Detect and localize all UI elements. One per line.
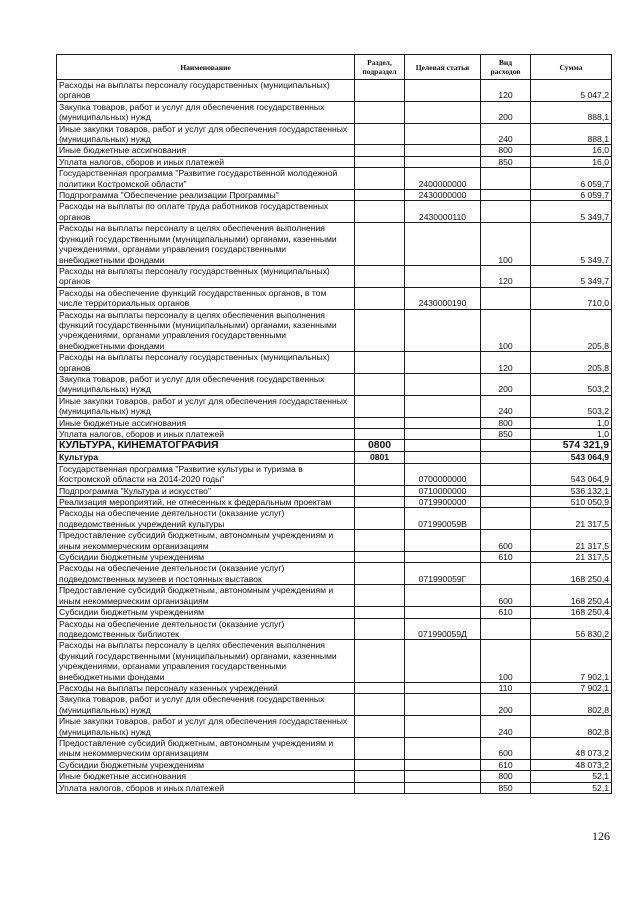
row-name: Уплата налогов, сборов и иных платежей [57,782,355,793]
row-name: Закупка товаров, работ и услуг для обеспечения государственных (муниципальных) нужд [57,101,355,123]
table-row [57,156,612,167]
table-row [57,716,612,738]
row-name: Подпрограмма "Обеспечение реализации Программы" [57,190,355,201]
row-name: Расходы на выплаты персоналу государственных (муниципальных) органов [57,265,355,287]
row-type: 240 [481,716,531,738]
row-target [405,156,481,167]
row-section [355,373,405,395]
row-type: 850 [481,429,531,440]
row-section [355,694,405,716]
row-amount: 21 317,5 [531,552,612,563]
header-target: Целевая статья [405,55,481,80]
budget-table [56,54,612,794]
row-amount: 16,0 [531,156,612,167]
table-row [57,640,612,683]
table-row [57,782,612,793]
row-type: 800 [481,771,531,782]
row-section [355,737,405,759]
header-amount: Сумма [531,55,612,80]
row-type: 600 [481,530,531,552]
row-type: 850 [481,156,531,167]
table-row [57,463,612,485]
row-section [355,80,405,102]
table-row [57,440,612,452]
row-target [405,452,481,463]
row-name: Уплата налогов, сборов и иных платежей [57,429,355,440]
table-row [57,508,612,530]
row-name: Расходы на выплаты персоналу в целях обеспечения выполнения функций государственными (муниципальными) органами, казенными учреждениями, органами управления государственными внебюджетными фондами [57,309,355,352]
row-amount: 1,0 [531,429,612,440]
table-row [57,585,612,607]
row-name: Закупка товаров, работ и услуг для обеспечения государственных (муниципальных) нужд [57,373,355,395]
row-section [355,682,405,693]
table-row [57,101,612,123]
row-section [355,265,405,287]
table-row [57,552,612,563]
row-amount: 503,2 [531,373,612,395]
row-name: Иные бюджетные ассигнования [57,771,355,782]
table-row [57,80,612,102]
row-amount: 5 349,7 [531,265,612,287]
row-section [355,759,405,770]
row-name: Предоставление субсидий бюджетным, автономным учреждениям и иным некоммерческим организациям [57,530,355,552]
row-amount: 205,8 [531,309,612,352]
table-row [57,201,612,223]
row-name: Расходы на выплаты персоналу казенных учреждений [57,682,355,693]
row-target [405,123,481,145]
row-target [405,309,481,352]
table-body [57,80,612,794]
row-amount: 543 064,9 [531,463,612,485]
row-amount: 7 902,1 [531,640,612,683]
row-section [355,123,405,145]
row-target [405,640,481,683]
row-type [481,497,531,508]
row-amount: 205,8 [531,352,612,374]
row-target [405,716,481,738]
budget-sheet [56,54,611,794]
row-target [405,223,481,266]
row-name: Иные закупки товаров, работ и услуг для обеспечения государственных (муниципальных) нужд [57,123,355,145]
header-name: Наименование [57,55,355,80]
table-row [57,682,612,693]
row-type [481,463,531,485]
row-section [355,640,405,683]
row-amount: 710,0 [531,287,612,309]
table-row [57,429,612,440]
row-type: 120 [481,80,531,102]
row-target [405,737,481,759]
row-section [355,223,405,266]
row-section [355,101,405,123]
row-amount: 543 064,9 [531,452,612,463]
table-row [57,395,612,417]
row-amount: 6 059,7 [531,190,612,201]
table-row [57,737,612,759]
table-row [57,694,612,716]
row-amount: 5 349,7 [531,223,612,266]
row-type: 120 [481,265,531,287]
row-amount: 21 317,5 [531,508,612,530]
row-section [355,156,405,167]
row-section [355,145,405,156]
row-name: Иные закупки товаров, работ и услуг для обеспечения государственных (муниципальных) нужд [57,395,355,417]
row-name: Реализация мероприятий, не отнесенных к федеральным проектам [57,497,355,508]
row-type [481,508,531,530]
table-row [57,287,612,309]
row-amount: 21 317,5 [531,530,612,552]
row-name: Государственная программа "Развитие культуры и туризма в Костромской области на 2014-2020 годы" [57,463,355,485]
table-row [57,190,612,201]
row-name: Государственная программа "Развитие государственной молодежной политики Костромской области" [57,168,355,190]
row-amount: 1,0 [531,417,612,428]
row-name: Расходы на обеспечение функций государственных органов, в том числе территориальных органов [57,287,355,309]
row-type: 110 [481,682,531,693]
row-target: 0719900000 [405,497,481,508]
table-row [57,759,612,770]
row-type: 610 [481,552,531,563]
table-row [57,168,612,190]
row-section [355,618,405,640]
row-target: 2430000000 [405,190,481,201]
row-target [405,265,481,287]
row-amount: 5 047,2 [531,80,612,102]
page-number: 126 [592,829,610,843]
row-target [405,145,481,156]
table-row [57,771,612,782]
row-type [481,563,531,585]
table-row [57,265,612,287]
row-name: Иные бюджетные ассигнования [57,145,355,156]
row-type: 200 [481,373,531,395]
row-amount: 802,8 [531,716,612,738]
row-target [405,80,481,102]
table-header [57,55,612,80]
row-section [355,782,405,793]
row-type: 800 [481,417,531,428]
row-target [405,694,481,716]
row-section [355,168,405,190]
row-amount: 888,1 [531,123,612,145]
row-type [481,485,531,496]
row-amount: 536 132,1 [531,485,612,496]
row-target [405,585,481,607]
row-name: Расходы на выплаты персоналу государственных (муниципальных) органов [57,352,355,374]
row-target: 071990059Д [405,618,481,640]
row-section [355,463,405,485]
row-section [355,607,405,618]
row-target [405,395,481,417]
row-amount: 503,2 [531,395,612,417]
row-type: 100 [481,309,531,352]
row-section [355,485,405,496]
row-amount: 574 321,9 [531,440,612,452]
row-section [355,508,405,530]
row-name: Субсидии бюджетным учреждениям [57,607,355,618]
row-target [405,417,481,428]
row-section [355,771,405,782]
table-row [57,607,612,618]
row-target: 2430000110 [405,201,481,223]
table-row [57,530,612,552]
row-type: 610 [481,607,531,618]
table-row [57,223,612,266]
table-row [57,309,612,352]
table-row [57,123,612,145]
table-row [57,352,612,374]
row-name: Субсидии бюджетным учреждениям [57,552,355,563]
row-amount: 888,1 [531,101,612,123]
row-target: 071990059В [405,508,481,530]
row-target [405,759,481,770]
row-target: 0700000000 [405,463,481,485]
row-section [355,552,405,563]
row-name: Расходы на выплаты персоналу в целях обеспечения выполнения функций государственными (муниципальными) органами, казенными учреждениями, органами управления государственными внебюджетными фондами [57,223,355,266]
row-name: Субсидии бюджетным учреждениям [57,759,355,770]
row-section [355,395,405,417]
row-section [355,201,405,223]
row-type: 120 [481,352,531,374]
row-type [481,452,531,463]
row-section [355,417,405,428]
row-section: 0801 [355,452,405,463]
row-amount: 6 059,7 [531,168,612,190]
row-amount: 7 902,1 [531,682,612,693]
row-target [405,782,481,793]
table-row [57,145,612,156]
row-type: 610 [481,759,531,770]
table-row [57,452,612,463]
row-type: 240 [481,123,531,145]
row-name: Закупка товаров, работ и услуг для обеспечения государственных (муниципальных) нужд [57,694,355,716]
row-name: Расходы на выплаты персоналу государственных (муниципальных) органов [57,80,355,102]
row-target: 2400000000 [405,168,481,190]
table-row [57,373,612,395]
row-type [481,440,531,452]
table-row [57,563,612,585]
row-type [481,168,531,190]
row-section [355,716,405,738]
row-section [355,352,405,374]
row-amount: 48 073,2 [531,737,612,759]
row-target [405,429,481,440]
row-type: 600 [481,585,531,607]
header-type: Вид расходов [481,55,531,80]
row-name: Предоставление субсидий бюджетным, автономным учреждениям и иным некоммерческим организациям [57,737,355,759]
row-name: Иные закупки товаров, работ и услуг для обеспечения государственных (муниципальных) нужд [57,716,355,738]
row-section [355,190,405,201]
row-name: Иные бюджетные ассигнования [57,417,355,428]
row-name: Подпрограмма "Культура и искусство" [57,485,355,496]
row-section: 0800 [355,440,405,452]
row-amount: 802,8 [531,694,612,716]
row-name: Предоставление субсидий бюджетным, автономным учреждениям и иным некоммерческим организациям [57,585,355,607]
row-amount: 5 349,7 [531,201,612,223]
row-target [405,352,481,374]
table-row [57,485,612,496]
table-row [57,417,612,428]
row-amount: 52,1 [531,771,612,782]
row-target [405,682,481,693]
row-name: Расходы на обеспечение деятельности (оказание услуг) подведомственных учреждений культуры [57,508,355,530]
row-type: 100 [481,640,531,683]
row-type: 850 [481,782,531,793]
row-name: Расходы на обеспечение деятельности (оказание услуг) подведомственных библиотек [57,618,355,640]
row-target [405,440,481,452]
row-section [355,497,405,508]
table-row [57,497,612,508]
row-type: 200 [481,694,531,716]
row-amount: 510 050,9 [531,497,612,508]
row-amount: 168 250,4 [531,585,612,607]
row-name: Расходы на выплаты по оплате труда работников государственных органов [57,201,355,223]
row-section [355,563,405,585]
row-target [405,607,481,618]
row-amount: 168 250,4 [531,607,612,618]
row-target [405,101,481,123]
row-type: 200 [481,101,531,123]
row-type: 100 [481,223,531,266]
row-type: 600 [481,737,531,759]
row-target: 2430000190 [405,287,481,309]
row-target [405,373,481,395]
row-name: Культура [57,452,355,463]
row-name: Расходы на обеспечение деятельности (оказание услуг) подведомственных музеев и постоянных выставок [57,563,355,585]
row-amount: 56 830,2 [531,618,612,640]
row-amount: 52,1 [531,782,612,793]
row-section [355,429,405,440]
row-name: Уплата налогов, сборов и иных платежей [57,156,355,167]
row-target [405,552,481,563]
table-row [57,618,612,640]
row-target [405,530,481,552]
row-name: КУЛЬТУРА, КИНЕМАТОГРАФИЯ [57,440,355,452]
row-type: 800 [481,145,531,156]
row-type: 240 [481,395,531,417]
row-section [355,287,405,309]
row-section [355,585,405,607]
row-amount: 48 073,2 [531,759,612,770]
row-section [355,309,405,352]
row-name: Расходы на выплаты персоналу в целях обеспечения выполнения функций государственными (муниципальными) органами, казенными учреждениями, органами управления государственными внебюджетными фондами [57,640,355,683]
row-target [405,771,481,782]
row-type [481,618,531,640]
row-type [481,287,531,309]
row-amount: 168 250,4 [531,563,612,585]
row-type [481,201,531,223]
row-amount: 16,0 [531,145,612,156]
row-section [355,530,405,552]
row-target: 071990059Г [405,563,481,585]
row-target: 0710000000 [405,485,481,496]
row-type [481,190,531,201]
header-section: Раздел, подраздел [355,55,405,80]
